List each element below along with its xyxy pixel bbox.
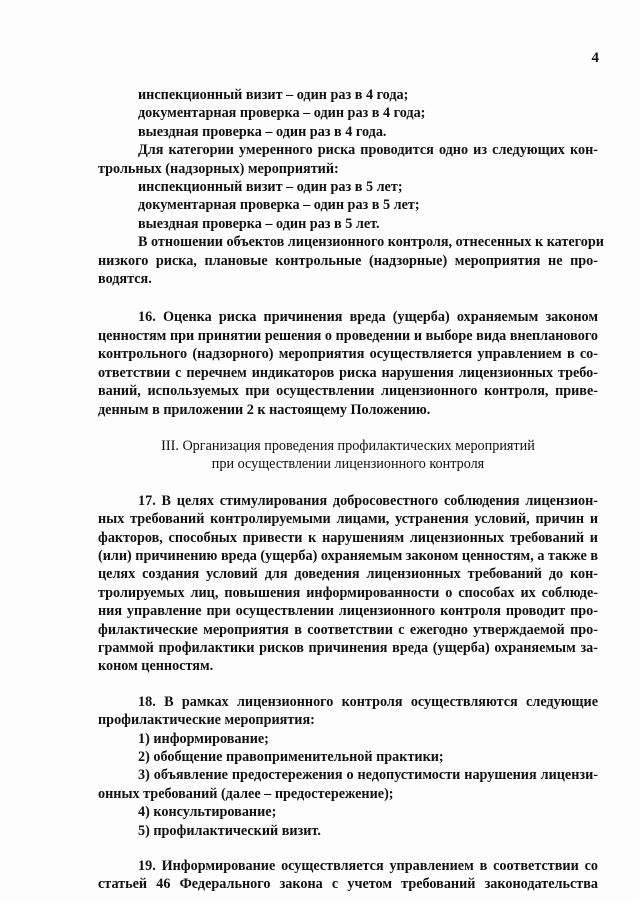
text-line: инспекционный визит – один раз в 4 года;	[138, 87, 409, 103]
text-line: трольных (надзорных) мероприятий:	[98, 160, 339, 177]
text-line: ваний, используемых при осуществлении лицензионного контроля, приве-	[98, 383, 598, 400]
text-line: ценностям при принятии решения о проведении и выборе вида внепланового	[98, 327, 598, 344]
text-line: статьей 46 Федерального закона с учетом требований законодательства	[98, 876, 598, 893]
list-item: 4) консультирование;	[138, 804, 277, 821]
text-line: ных требований контролируемыми лицами, устранения условий, причин и	[98, 511, 598, 528]
text-line: филактические мероприятия в соответствии с ежегодно утверждаемой про-	[98, 621, 598, 638]
text-line: выездная проверка – один раз в 5 лет.	[138, 215, 380, 232]
section-heading: III. Организация проведения профилактических мероприятий	[161, 437, 535, 454]
text-line: Для категории умеренного риска проводится одно из следующих кон-	[138, 142, 598, 159]
list-item: 5) профилактический визит.	[138, 822, 321, 839]
text-line: 16. Оценка риска причинения вреда (ущерба) охраняемым законом	[138, 309, 598, 326]
text-line: инспекционный визит – один раз в 5 лет;	[138, 179, 403, 196]
text-line: 18. В рамках лицензионного контроля осуществляются следующие	[138, 693, 598, 710]
text-line: профилактические мероприятия:	[98, 712, 315, 729]
text-line: коном ценностям.	[98, 658, 214, 675]
list-item: онных требований (далее – предостережение);	[98, 785, 394, 802]
text-line: факторов, способных привести к нарушениям лицензионных требований и	[98, 529, 598, 546]
list-item: 3) объявление предостережения о недопустимости нарушения лицензи-	[138, 767, 598, 784]
text-line: граммой профилактики рисков причинения вреда (ущерба) охраняемым за-	[98, 639, 598, 656]
text-line: ния управление при осуществлении лицензионного контроля проводит про-	[98, 603, 598, 620]
text-line: водятся.	[98, 271, 152, 288]
text-line: 19. Информирование осуществляется управлением в соответствии со	[138, 858, 598, 875]
text-line: низкого риска, плановые контрольные (надзорные) мероприятия не про-	[98, 252, 598, 269]
text-line: контрольного (надзорного) мероприятия осуществляется управлением в со-	[98, 346, 598, 363]
text-line: В отношении объектов лицензионного контроля, отнесенных к категори	[138, 234, 604, 251]
text-line: денным в приложении 2 к настоящему Положению.	[98, 401, 431, 418]
text-line: целях создания условий для доведения лицензионных требований до кон-	[98, 566, 598, 583]
text-line: выездная проверка – один раз в 4 года.	[138, 123, 387, 140]
text-line: документарная проверка – один раз в 5 лет;	[138, 197, 420, 214]
list-item: 1) информирование;	[138, 730, 269, 747]
list-item: 2) обобщение правоприменительной практики;	[138, 749, 444, 765]
document-body	[98, 86, 604, 894]
text-line: документарная проверка – один раз в 4 года;	[138, 105, 426, 122]
text-line: 17. В целях стимулирования добросовестного соблюдения лицензион-	[138, 492, 598, 509]
text-line: (или) причинению вреда (ущерба) охраняемым законом ценностям, а также в	[98, 547, 598, 564]
text-line: ответствии с перечнем индикаторов риска нарушения лицензионных требо-	[98, 364, 598, 381]
page-number: 4	[591, 50, 599, 66]
section-heading: при осуществлении лицензионного контроля	[211, 456, 485, 473]
text-line: тролируемых лиц, повышения информированности о способах их соблюде-	[98, 584, 598, 601]
